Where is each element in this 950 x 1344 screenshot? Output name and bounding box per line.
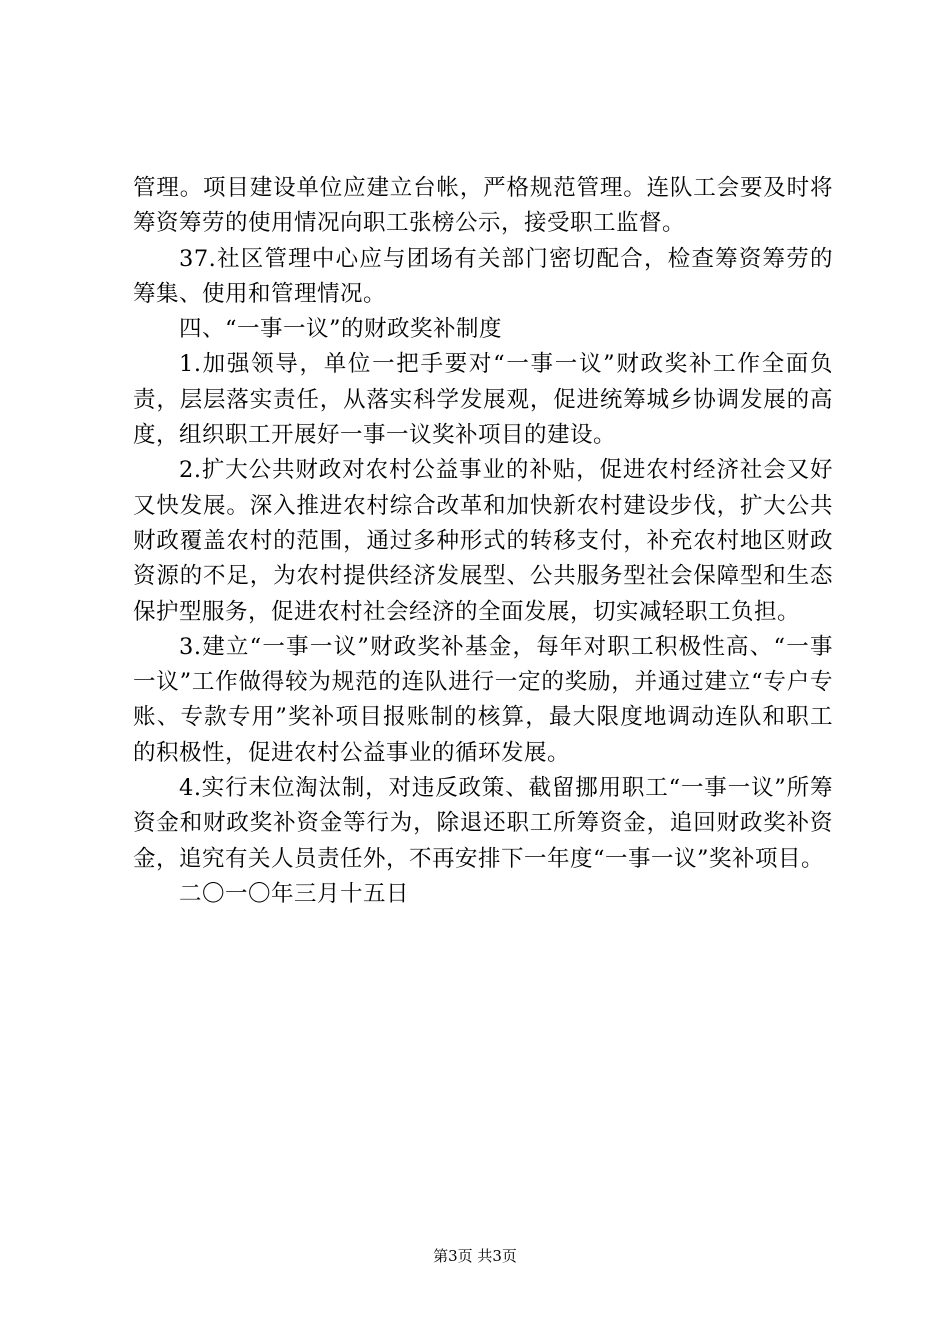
document-date: 二〇一〇年三月十五日 [179, 880, 410, 907]
paragraph-item-2: 2.扩大公共财政对农村公益事业的补贴，促进农村经济社会又好又快发展。深入推进农村综合改革和加快新农村建设步伐，扩大公共财政覆盖农村的范围，通过多种形式的转移支付，补充农村地区财政资源的不足，为农村提供经济发展型、公共服务型社会保障型和生态保护型服务，促进农村社会经济的全面发展，切实减轻职工负担。 [133, 457, 833, 625]
paragraph-item-4: 4.实行末位淘汰制，对违反政策、截留挪用职工“一事一议”所筹资金和财政奖补资金等行为，除退还职工所筹资金，追回财政奖补资金，追究有关人员责任外，不再安排下一年度“一事一议”奖补项目。 [133, 775, 833, 872]
paragraph-item-3: 3.建立“一事一议”财政奖补基金，每年对职工积极性高、“一事一议”工作做得较为规范的连队进行一定的奖励，并通过建立“专户专账、专款专用”奖补项目报账制的核算，最大限度地调动连队和职工的积极性，促进农村公益事业的循环发展。 [133, 633, 833, 766]
paragraph-continuation: 管理。项目建设单位应建立台帐，严格规范管理。连队工会要及时将筹资筹劳的使用情况向职工张榜公示，接受职工监督。 [133, 175, 833, 237]
paragraph-item-1: 1.加强领导，单位一把手要对“一事一议”财政奖补工作全面负责，层层落实责任，从落实科学发展观，促进统筹城乡协调发展的高度，组织职工开展好一事一议奖补项目的建设。 [133, 351, 833, 449]
section-heading: 四、“一事一议”的财政奖补制度 [179, 316, 503, 343]
page-number: 第3页 共3页 [433, 1247, 517, 1265]
page-footer [0, 1246, 950, 1266]
document-body [133, 171, 833, 912]
paragraph-item-37: 37.社区管理中心应与团场有关部门密切配合，检查筹资筹劳的筹集、使用和管理情况。 [133, 245, 833, 307]
